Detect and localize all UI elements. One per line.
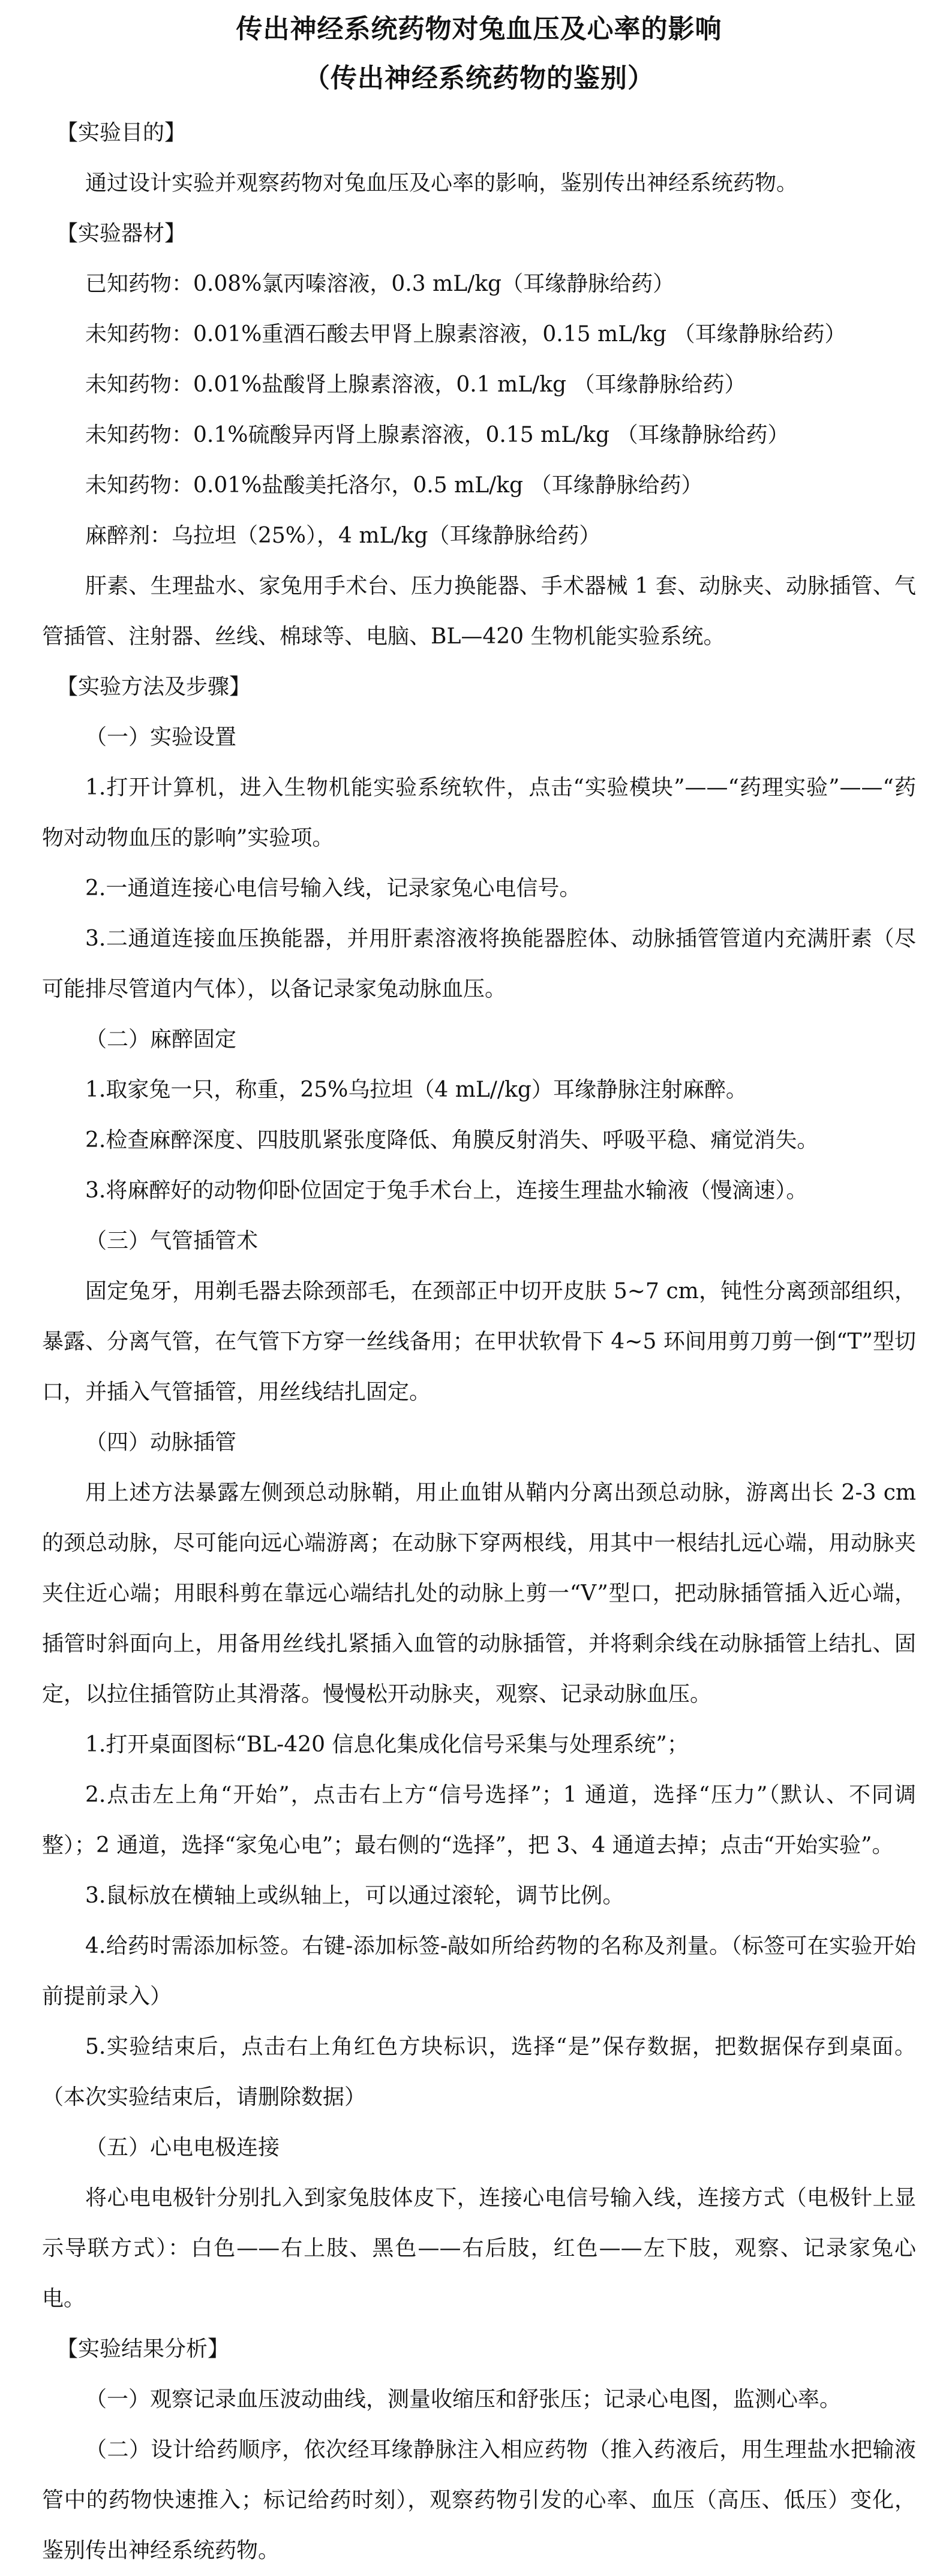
ecg-heading: （五）心电电极连接 bbox=[85, 2135, 280, 2160]
trachea-text: 固定兔牙，用剃毛器去除颈部毛，在颈部正中切开皮肤 5~7 cm，钝性分离颈部组织，暴露、分离气管，在气管下方穿一丝线备用；在甲状软骨下 4~5 环间用剪刀剪一倒“T”型切口，并插入气管插管，用丝线结扎固定。 bbox=[42, 1279, 916, 1404]
drug-item: 未知药物：0.01%重酒石酸去甲肾上腺素溶液，0.15 mL/kg （耳缘静脉给药） bbox=[85, 322, 846, 347]
anesthesia-step: 1.取家兔一只，称重，25%乌拉坦（4 mL//kg）耳缘静脉注射麻醉。 bbox=[85, 1078, 747, 1102]
drug-item: 未知药物：0.1%硫酸异丙肾上腺素溶液，0.15 mL/kg （耳缘静脉给药） bbox=[85, 423, 789, 447]
artery-text: 用上述方法暴露左侧颈总动脉鞘，用止血钳从鞘内分离出颈总动脉，游离出长 2-3 cm的颈总动脉，尽可能向远心端游离；在动脉下穿两根线，用其中一根结扎远心端，用动脉夹夹住近心端；用眼科剪在靠远心端结扎处的动脉上剪一“V”型口，把动脉插管插入近心端，插管时斜面向上，用备用丝线扎紧插入血管的动脉插管，并将剩余线在动脉插管上结扎、固定，以拉住插管防止其滑落。慢慢松开动脉夹，观察、记录动脉血压。 bbox=[42, 1480, 916, 1707]
artery-step: 1.打开桌面图标“BL-420 信息化集成化信号采集与处理系统”； bbox=[85, 1732, 689, 1757]
artery-step: 4.给药时需添加标签。右键-添加标签-敲如所给药物的名称及剂量。（标签可在实验开始前提前录入） bbox=[42, 1934, 916, 2009]
result-item: （一）观察记录血压波动曲线，测量收缩压和舒张压；记录心电图，监测心率。 bbox=[85, 2387, 842, 2412]
setup-step: 3.二通道连接血压换能器，并用肝素溶液将换能器腔体、动脉插管管道内充满肝素（尽可能排尽管道内气体），以备记录家兔动脉血压。 bbox=[42, 926, 916, 1001]
anesthesia-step: 2.检查麻醉深度、四肢肌紧张度降低、角膜反射消失、呼吸平稳、痛觉消失。 bbox=[85, 1128, 819, 1152]
anesthesia-heading: （二）麻醉固定 bbox=[85, 1027, 237, 1052]
equipment-text: 肝素、生理盐水、家兔用手术台、压力换能器、手术器械 1 套、动脉夹、动脉插管、气管插管、注射器、丝线、棉球等、电脑、BL—420 生物机能实验系统。 bbox=[42, 574, 916, 649]
setup-step: 2.一通道连接心电信号输入线，记录家兔心电信号。 bbox=[85, 876, 581, 901]
setup-heading: （一）实验设置 bbox=[85, 725, 237, 750]
materials-heading: 【实验器材】 bbox=[56, 221, 187, 246]
purpose-heading: 【实验目的】 bbox=[56, 121, 187, 145]
setup-step: 1.打开计算机，进入生物机能实验系统软件，点击“实验模块”——“药理实验”——“药物对动物血压的影响”实验项。 bbox=[42, 775, 916, 850]
method-heading: 【实验方法及步骤】 bbox=[56, 675, 251, 699]
ecg-text: 将心电电极针分别扎入到家兔肢体皮下，连接心电信号输入线，连接方式（电极针上显示导联方式）：白色——右上肢、黑色——右后肢，红色——左下肢，观察、记录家兔心电。 bbox=[42, 2186, 916, 2311]
purpose-text: 通过设计实验并观察药物对兔血压及心率的影响，鉴别传出神经系统药物。 bbox=[85, 171, 798, 195]
page-subtitle: （传出神经系统药物的鉴别） bbox=[304, 63, 654, 94]
artery-step: 5.实验结束后，点击右上角红色方块标识，选择“是”保存数据，把数据保存到桌面。（本次实验结束后，请删除数据） bbox=[42, 2035, 916, 2109]
drug-item: 已知药物：0.08%氯丙嗪溶液，0.3 mL/kg（耳缘静脉给药） bbox=[85, 272, 675, 296]
result-item: （二）设计给药顺序，依次经耳缘静脉注入相应药物（推入药液后，用生理盐水把输液管中的药物快速推入；标记给药时刻），观察药物引发的心率、血压（高压、低压）变化，鉴别传出神经系统药物。 bbox=[42, 2437, 916, 2563]
page-title: 传出神经系统药物对兔血压及心率的影响 bbox=[236, 14, 722, 44]
drug-item: 未知药物：0.01%盐酸美托洛尔，0.5 mL/kg （耳缘静脉给药） bbox=[85, 473, 703, 498]
artery-step: 2.点击左上角“开始”，点击右上方“信号选择”；1 通道，选择“压力”（默认、不同调整）；2 通道，选择“家兔心电”；最右侧的“选择”，把 3、4 通道去掉；点击“开始实验”。 bbox=[42, 1783, 916, 1858]
anesthesia-step: 3.将麻醉好的动物仰卧位固定于兔手术台上，连接生理盐水输液（慢滴速）。 bbox=[85, 1178, 808, 1203]
trachea-heading: （三）气管插管术 bbox=[85, 1229, 259, 1253]
result-heading: 【实验结果分析】 bbox=[56, 2337, 230, 2361]
artery-heading: （四）动脉插管 bbox=[85, 1430, 237, 1455]
artery-step: 3.鼠标放在横轴上或纵轴上，可以通过滚轮，调节比例。 bbox=[85, 1883, 624, 1908]
drug-item: 未知药物：0.01%盐酸肾上腺素溶液，0.1 mL/kg （耳缘静脉给药） bbox=[85, 372, 746, 397]
drug-item: 麻醉剂：乌拉坦（25%），4 mL/kg（耳缘静脉给药） bbox=[85, 523, 601, 548]
